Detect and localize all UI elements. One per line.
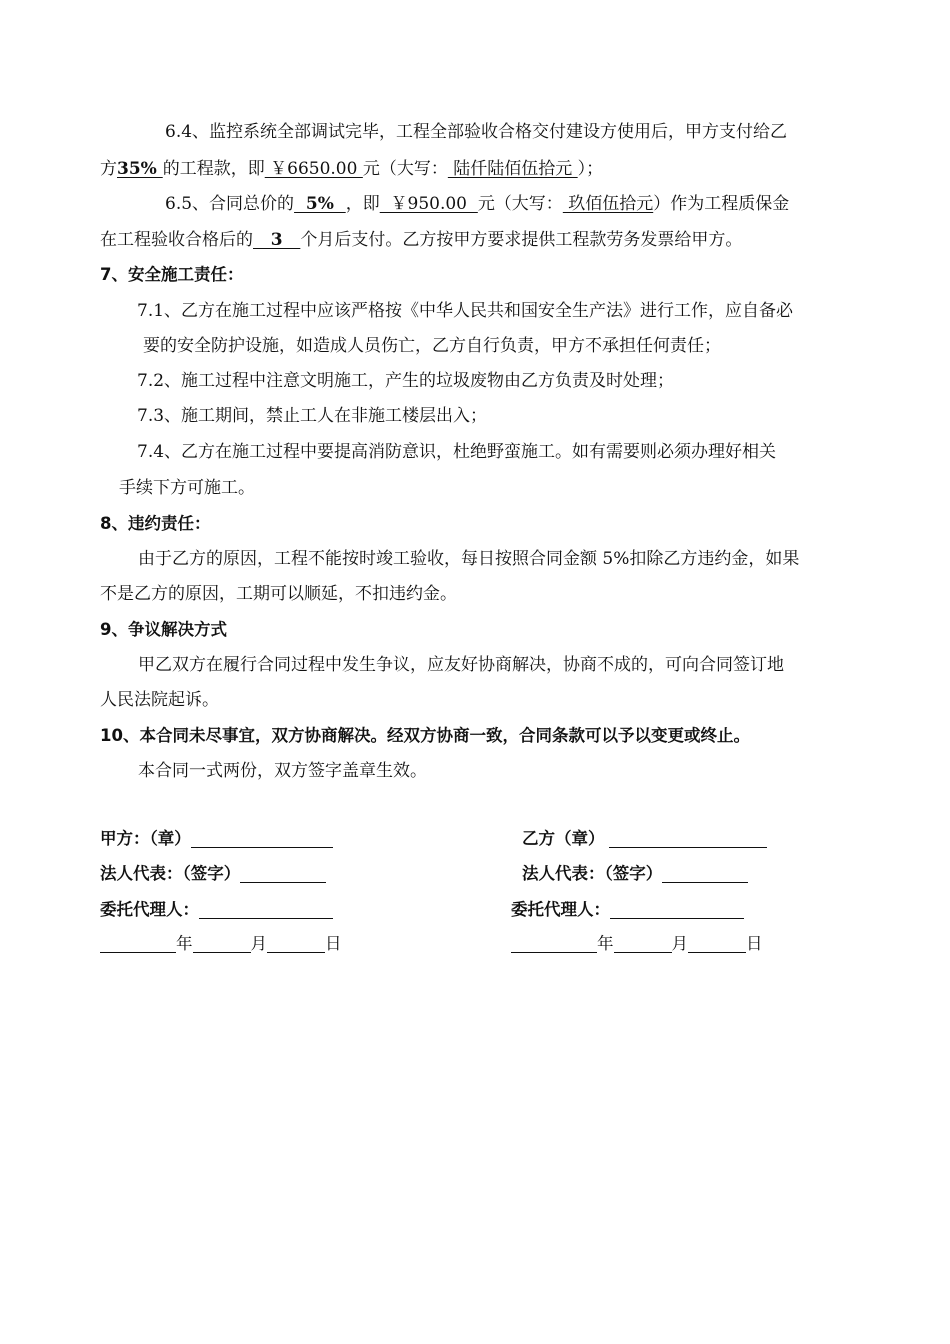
warranty-months: 3	[253, 230, 301, 250]
section-9-line2: 人民法院起诉。	[100, 690, 219, 710]
payment-amount: ￥6650.00	[264, 159, 363, 179]
clause-7-3: 7.3、施工期间，禁止工人在非施工楼层出入；	[137, 406, 488, 426]
year-label: 年	[597, 934, 614, 953]
day-blank	[688, 934, 746, 953]
year-blank	[100, 934, 176, 953]
text-fragment: 方	[100, 159, 117, 179]
payment-percent: 35%	[117, 159, 163, 179]
month-blank	[193, 934, 251, 953]
party-b-seal-blank	[609, 829, 767, 848]
warranty-percent: 5%	[294, 194, 346, 214]
year-label: 年	[176, 934, 193, 953]
party-a-agent-label: 委托代理人：	[100, 900, 199, 919]
text-fragment: 元（大写：	[362, 159, 448, 179]
section-8-heading: 8、违约责任：	[100, 514, 211, 533]
day-label: 日	[746, 934, 763, 953]
party-a-agent	[100, 898, 333, 922]
warranty-amount: ￥950.00	[379, 194, 478, 214]
month-label: 月	[671, 934, 688, 953]
section-8-line1: 由于乙方的原因，工程不能按时竣工验收，每日按照合同金额 5%扣除乙方违约金，如果	[138, 549, 800, 569]
day-label: 日	[325, 934, 342, 953]
text-fragment: 元（大写：	[477, 194, 563, 214]
party-a-rep	[100, 862, 326, 886]
text-fragment: 6.5、合同总价的	[165, 194, 295, 214]
party-a-label: 甲方：（章）	[100, 829, 191, 848]
party-b-rep-blank	[662, 864, 748, 883]
clause-7-1-line1: 7.1、乙方在施工过程中应该严格按《中华人民共和国安全生产法》进行工作，应自备必	[137, 301, 794, 321]
text-fragment: 的工程款，即	[162, 159, 265, 179]
party-b-date	[511, 932, 763, 956]
clause-6-5-line2	[100, 228, 860, 252]
section-8-line2: 不是乙方的原因，工期可以顺延，不扣违约金。	[100, 584, 457, 604]
clause-7-1-line2: 要的安全防护设施，如造成人员伤亡，乙方自行负责，甲方不承担任何责任；	[143, 336, 721, 356]
section-9-line1: 甲乙双方在履行合同过程中发生争议，应友好协商解决，协商不成的，可向合同签订地	[138, 655, 784, 675]
clause-6-4-text: 6.4、监控系统全部调试完毕，工程全部验收合格交付建设方使用后，甲方支付给乙	[165, 122, 788, 142]
party-b-agent	[511, 898, 744, 922]
text-fragment: 个月后支付。乙方按甲方要求提供工程款劳务发票给甲方。	[300, 230, 743, 250]
text-fragment: ）；	[577, 159, 604, 179]
month-blank	[614, 934, 672, 953]
party-b-agent-label: 委托代理人：	[511, 900, 610, 919]
clause-7-4-line2: 手续下方可施工。	[119, 478, 255, 498]
day-blank	[267, 934, 325, 953]
party-a-seal	[100, 827, 333, 851]
party-b-seal	[522, 827, 767, 851]
section-10-heading: 10、本合同未尽事宜，双方协商解决。经双方协商一致，合同条款可以予以变更或终止。	[100, 726, 750, 745]
text-fragment: 在工程验收合格后的	[100, 230, 253, 250]
party-a-rep-blank	[240, 864, 326, 883]
party-b-rep-label: 法人代表：（签字）	[522, 864, 663, 883]
payment-amount-chinese: 陆仟陆佰伍拾元	[447, 159, 578, 179]
party-a-agent-blank	[199, 900, 333, 919]
section-10-line1: 本合同一式两份，双方签字盖章生效。	[138, 761, 427, 781]
party-b-label: 乙方（章）	[522, 829, 605, 848]
month-label: 月	[250, 934, 267, 953]
clause-6-5-line1	[165, 192, 925, 216]
party-a-rep-label: 法人代表：（签字）	[100, 864, 241, 883]
text-fragment: ，即	[345, 194, 380, 214]
year-blank	[511, 934, 597, 953]
section-7-heading: 7、安全施工责任：	[100, 265, 244, 284]
text-fragment: ）作为工程质保金	[653, 194, 790, 214]
party-a-date	[100, 932, 342, 956]
section-9-heading: 9、争议解决方式	[100, 620, 227, 639]
clause-7-4-line1: 7.4、乙方在施工过程中要提高消防意识，杜绝野蛮施工。如有需要则必须办理好相关	[137, 442, 777, 462]
clause-7-2: 7.2、施工过程中注意文明施工，产生的垃圾废物由乙方负责及时处理；	[137, 371, 675, 391]
party-b-agent-blank	[610, 900, 744, 919]
party-b-rep	[522, 862, 748, 886]
warranty-amount-chinese: 玖佰伍拾元	[562, 194, 654, 214]
clause-6-4-line2	[100, 157, 860, 181]
party-a-seal-blank	[191, 829, 333, 848]
clause-6-4-line1	[165, 120, 925, 144]
